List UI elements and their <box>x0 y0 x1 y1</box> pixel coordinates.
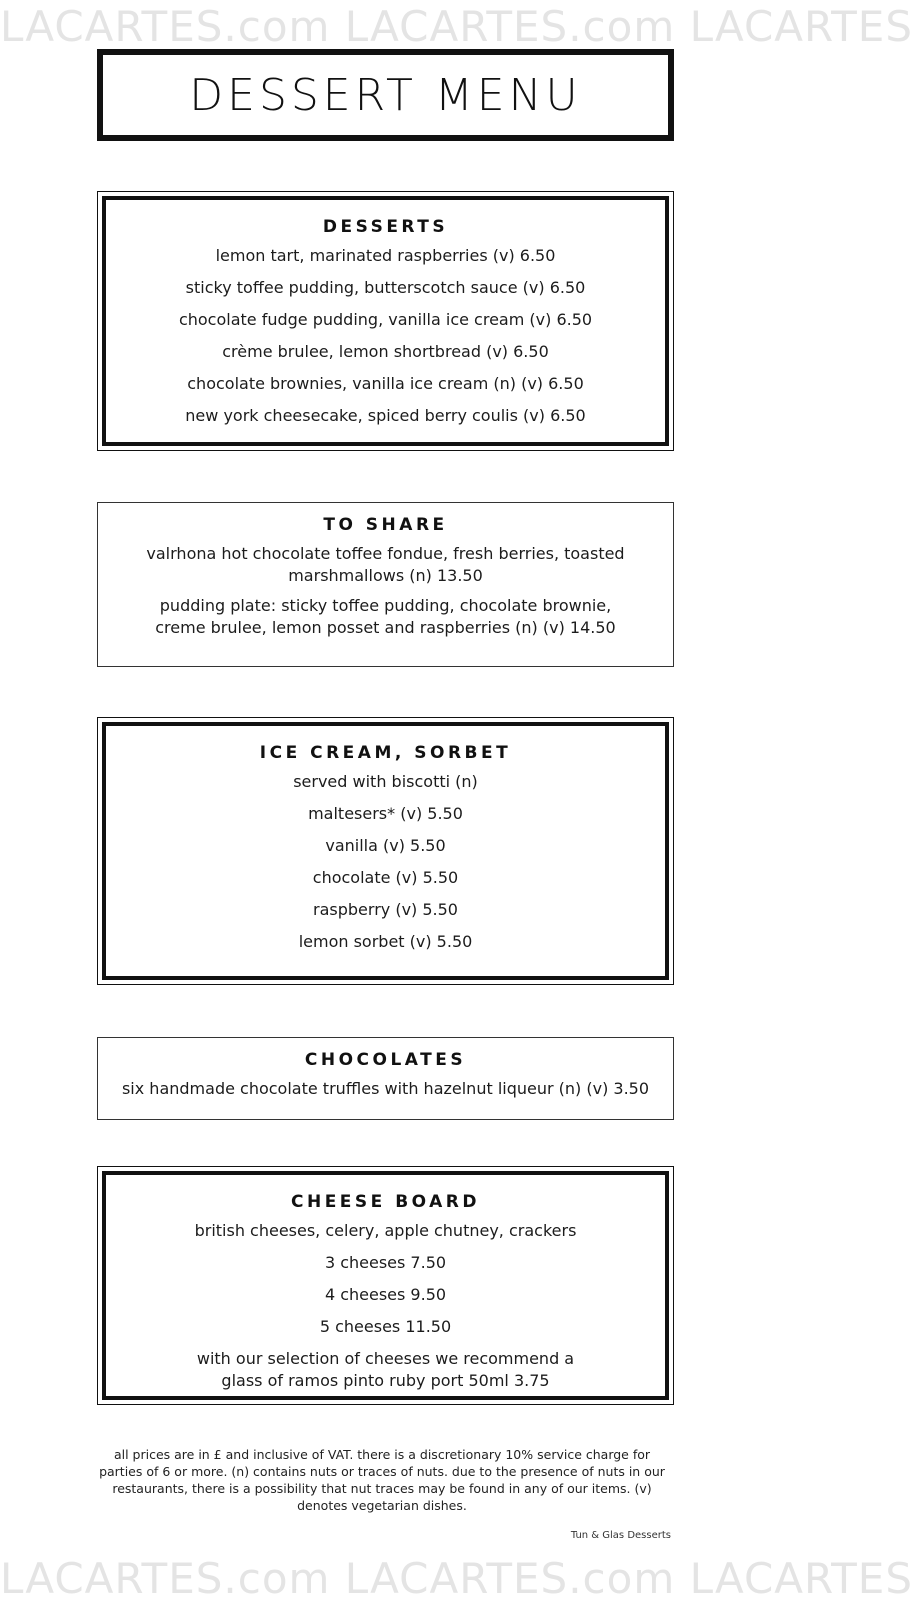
menu-item: 5 cheeses 11.50 <box>319 1317 452 1336</box>
menu-item: six handmade chocolate truffles with hazelnut liqueur (n) (v) 3.50 <box>121 1079 650 1098</box>
menu-item: vanilla (v) 5.50 <box>325 836 446 855</box>
section-ice-cream-sorbet <box>97 717 674 985</box>
section-heading: CHOCOLATES <box>304 1050 467 1070</box>
menu-title-box <box>97 49 674 141</box>
section-heading: DESSERTS <box>322 217 449 237</box>
menu-item: 4 cheeses 9.50 <box>324 1285 447 1304</box>
watermark-bottom: LACARTES.com LACARTES.com LACARTES <box>0 1554 913 1603</box>
menu-item: valrhona hot chocolate toffee fondue, fresh berries, toasted marshmallows (n) 13.50 <box>146 544 625 585</box>
watermark-top: LACARTES.com LACARTES.com LACARTES <box>0 2 913 51</box>
menu-item: lemon tart, marinated raspberries (v) 6.50 <box>215 246 556 265</box>
menu-credit: Tun & Glas Desserts <box>570 1530 671 1541</box>
section-heading: TO SHARE <box>323 515 448 535</box>
section-chocolates <box>97 1037 674 1120</box>
section-heading: ICE CREAM, SORBET <box>259 743 512 763</box>
section-to-share <box>97 502 674 667</box>
menu-title: DESSERT MENU <box>189 69 582 121</box>
menu-item: maltesers* (v) 5.50 <box>308 804 463 823</box>
menu-item: new york cheesecake, spiced berry coulis (v) 6.50 <box>185 406 586 425</box>
menu-item: sticky toffee pudding, butterscotch sauce (v) 6.50 <box>185 278 586 297</box>
menu-item: pudding plate: sticky toffee pudding, chocolate brownie, creme brulee, lemon posset and raspberries (n) (v) 14.50 <box>155 596 616 637</box>
menu-item: lemon sorbet (v) 5.50 <box>298 932 473 951</box>
menu-item: with our selection of cheeses we recommend a glass of ramos pinto ruby port 50ml 3.75 <box>196 1349 575 1390</box>
menu-item: served with biscotti (n) <box>293 772 478 791</box>
menu-item: british cheeses, celery, apple chutney, crackers <box>194 1221 577 1240</box>
menu-item: chocolate (v) 5.50 <box>312 868 459 887</box>
menu-item: crème brulee, lemon shortbread (v) 6.50 <box>222 342 549 361</box>
section-heading: CHEESE BOARD <box>290 1192 480 1212</box>
menu-item: chocolate fudge pudding, vanilla ice cream (v) 6.50 <box>178 310 593 329</box>
menu-item: chocolate brownies, vanilla ice cream (n) (v) 6.50 <box>187 374 584 393</box>
menu-item: 3 cheeses 7.50 <box>324 1253 447 1272</box>
footnote: all prices are in £ and inclusive of VAT. there is a discretionary 10% service charge for parties of 6 or more. (n) contains nuts or traces of nuts. due to the presence of nuts in our restaurants, there is a possibility that nut traces may be found in any of our items. (v) denotes vegetarian dishes. <box>99 1447 665 1513</box>
menu-item: raspberry (v) 5.50 <box>313 900 458 919</box>
section-desserts <box>97 191 674 451</box>
section-cheese-board <box>97 1166 674 1405</box>
